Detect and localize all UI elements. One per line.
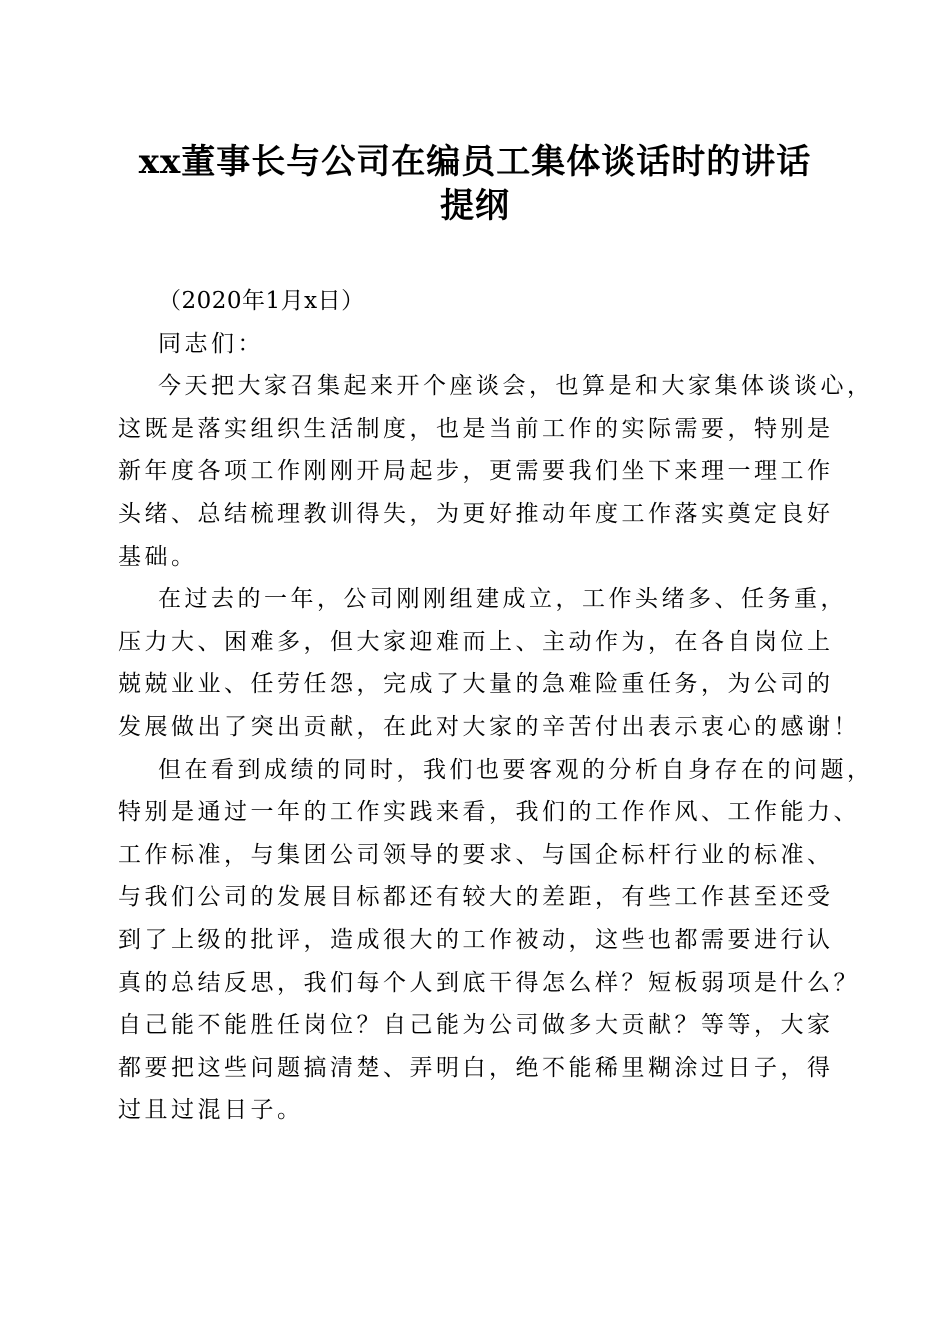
paragraph-line: 到了上级的批评，造成很大的工作被动，这些也都需要进行认 bbox=[118, 926, 834, 953]
document-date: （2020年1月x日） bbox=[158, 288, 365, 314]
paragraph-line: 兢兢业业、任劳任怨，完成了大量的急难险重任务，为公司的 bbox=[118, 671, 834, 698]
paragraph-line: 工作标准，与集团公司领导的要求、与国企标杆行业的标准、 bbox=[118, 841, 834, 868]
document-body bbox=[118, 280, 874, 1132]
paragraph-line: 但在看到成绩的同时，我们也要客观的分析自身存在的问题， bbox=[158, 756, 874, 783]
paragraph-line: 头绪、总结梳理教训得失，为更好推动年度工作落实奠定良好 bbox=[118, 500, 834, 527]
salutation: 同志们： bbox=[158, 330, 264, 357]
document-title bbox=[100, 140, 850, 228]
paragraph-line: 过且过混日子。 bbox=[118, 1097, 304, 1124]
title-line-2: 提纲 bbox=[440, 186, 510, 226]
paragraph-line: 这既是落实组织生活制度，也是当前工作的实际需要，特别是 bbox=[118, 415, 834, 442]
paragraph-line: 与我们公司的发展目标都还有较大的差距，有些工作甚至还受 bbox=[118, 884, 834, 911]
paragraph-line: 压力大、困难多，但大家迎难而上、主动作为，在各自岗位上 bbox=[118, 628, 834, 655]
paragraph-3 bbox=[118, 749, 874, 1132]
paragraph-line: 都要把这些问题搞清楚、弄明白，绝不能稀里糊涂过日子，得 bbox=[118, 1054, 834, 1081]
paragraph-1 bbox=[118, 365, 874, 578]
paragraph-line: 发展做出了突出贡献，在此对大家的辛苦付出表示衷心的感谢！ bbox=[118, 713, 860, 740]
paragraph-2 bbox=[118, 578, 860, 748]
paragraph-line: 基础。 bbox=[118, 543, 198, 570]
title-line-1: xx董事长与公司在编员工集体谈话时的讲话 bbox=[138, 142, 812, 182]
paragraph-line: 新年度各项工作刚刚开局起步，更需要我们坐下来理一理工作 bbox=[118, 458, 834, 485]
paragraph-line: 特别是通过一年的工作实践来看，我们的工作作风、工作能力、 bbox=[118, 799, 860, 826]
paragraph-line: 自己能不能胜任岗位？自己能为公司做多大贡献？等等，大家 bbox=[118, 1012, 834, 1039]
paragraph-line: 真的总结反思，我们每个人到底干得怎么样？短板弱项是什么？ bbox=[118, 969, 860, 996]
paragraph-line: 今天把大家召集起来开个座谈会，也算是和大家集体谈谈心， bbox=[158, 373, 874, 400]
paragraph-line: 在过去的一年，公司刚刚组建成立，工作头绪多、任务重， bbox=[158, 586, 847, 613]
